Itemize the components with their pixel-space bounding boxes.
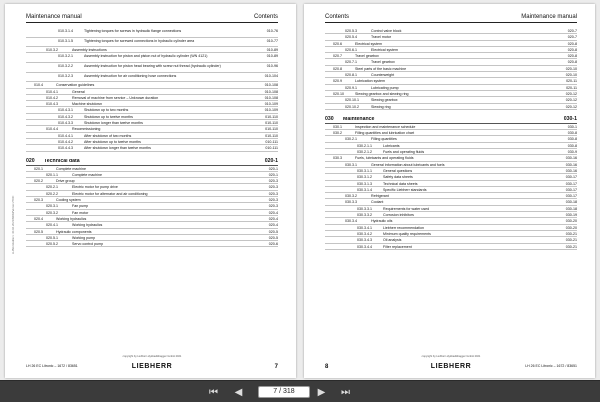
section-title: Minimum quality requirements	[383, 231, 431, 236]
section-title: Filter replacement	[383, 244, 412, 249]
page-reference: 010-89	[266, 48, 278, 53]
section-title: Liebherr recommendation	[383, 225, 424, 230]
page-reference: 020-3	[268, 204, 278, 209]
page-reference: 020-8	[567, 54, 577, 59]
section-title: Coolant	[371, 200, 384, 205]
section-number: 030.3.3.2	[357, 213, 372, 218]
copyright-note: copyright by Liebherr-Hydraulikbagger GmbH 2021	[122, 355, 182, 358]
page-reference: 030-21	[565, 244, 577, 249]
page-number: 8	[325, 364, 329, 370]
section-number: 020.5.4	[345, 35, 357, 40]
section-title: After shutdown of two months	[84, 133, 132, 138]
section-number: 020.10.1	[345, 98, 359, 103]
table-of-contents	[26, 28, 278, 247]
section-title: Shutdown up to twelve months	[84, 114, 133, 119]
page-reference: 010-111	[265, 146, 278, 151]
page-reference: 020-8	[567, 47, 577, 52]
page-reference: 010-110	[265, 127, 278, 132]
page-reference: 030-16	[565, 168, 577, 173]
page-reference: 020-5	[268, 235, 278, 240]
page-reference: 020-3	[268, 179, 278, 184]
section-title: Electric motor for alternator and air conditioning	[72, 191, 148, 196]
page-reference: 020-11	[566, 85, 577, 90]
section-title: Travel gearbox	[355, 54, 379, 59]
section-title: Servo control pump	[72, 242, 104, 247]
section-title: Control valve block	[371, 29, 402, 33]
section-title: Tightening torques for screwed connections in hydraulic cylinder area	[84, 38, 195, 43]
table-of-contents	[325, 28, 577, 250]
section-number: 030.3.1.4	[357, 187, 372, 192]
model-label: LH 26 EC Litronic – 1672 / 83651	[525, 364, 577, 368]
section-number: 010.3.1.5	[58, 38, 73, 43]
section-title: Slewing ring	[371, 104, 391, 109]
section-number: 020.2.2	[46, 191, 58, 196]
section-title: Removal of machine from service – Unknown duration	[72, 95, 159, 100]
page-reference: 020-3	[268, 198, 278, 203]
section-number: 030.3.4	[345, 219, 357, 224]
page-reference: 030-17	[565, 181, 577, 186]
toc-entry[interactable]	[26, 38, 278, 48]
section-number: 010.4.3.2	[58, 114, 73, 119]
section-title: Hydraulic oils	[371, 219, 393, 224]
section-title: Safety data sheets	[383, 175, 413, 180]
section-number: 010.4.2	[46, 95, 58, 100]
toc-chapter[interactable]	[325, 116, 577, 124]
page-reference: 020-5	[268, 229, 278, 234]
section-title: Lubrication system	[355, 79, 385, 84]
page-reference: 010-96	[266, 64, 278, 69]
section-title: Lubricants	[383, 143, 400, 148]
header-title: Maintenance manual	[26, 14, 82, 20]
page-header	[325, 14, 577, 23]
document-code: LHB/en/Edition: 30.06.2021/MDM/Version/TOC	[11, 195, 15, 254]
section-number: 020.5.2	[46, 242, 58, 247]
page-indicator[interactable]: 7 / 318	[258, 386, 310, 398]
section-number: 020.10.2	[345, 104, 359, 109]
section-title: Lubricating pump	[371, 85, 399, 90]
copyright-note: copyright by Liebherr-Hydraulikbagger GmbH 2021	[421, 355, 481, 358]
section-title: Technical data sheets	[383, 181, 418, 186]
section-number: 030.3.3.1	[357, 206, 372, 211]
page-reference: 020-7	[567, 35, 577, 40]
page-reference: 020-12	[565, 91, 577, 96]
section-number: 030.3.4.1	[357, 225, 372, 230]
section-title: Fan motor	[72, 210, 89, 215]
previous-page-icon[interactable]: ◀	[234, 387, 243, 398]
toc-entry[interactable]	[325, 244, 577, 250]
page-reference: 020-4	[268, 216, 278, 221]
toc-chapter[interactable]	[26, 158, 278, 166]
page-reference: 010-108	[264, 83, 278, 88]
section-number: 010.4.4.2	[58, 139, 73, 144]
section-number: 020.7	[333, 54, 342, 59]
page-reference: 020-11	[566, 79, 577, 84]
section-number: 030.3.4.2	[357, 231, 372, 236]
section-number: 010.3.2	[46, 48, 58, 53]
page-reference: 020-8	[567, 41, 577, 46]
page-reference: 010-108	[264, 95, 278, 100]
section-title: Fuels, lubricants and operating fluids	[355, 156, 414, 161]
section-title: Drive group	[56, 179, 75, 184]
page-reference: 020-7	[567, 29, 577, 33]
page-reference: 020-4	[268, 210, 278, 215]
section-title: Slewing gearbox and slewing ring	[355, 91, 409, 96]
section-number: 020.10	[333, 91, 344, 96]
section-number: 020.4.1	[46, 223, 58, 228]
section-title: Machine shutdown	[72, 102, 102, 107]
page-reference: 020-6	[268, 242, 278, 247]
section-title: Shutdown up to two months	[84, 108, 129, 113]
header-section: Contents	[253, 14, 278, 20]
section-number: 020.2.1	[46, 185, 58, 190]
section-number: 020.9.1	[345, 85, 357, 90]
page-reference: 010-110	[265, 133, 278, 138]
page-reference: 030-20	[565, 219, 577, 224]
section-number: 030.2.1.1	[357, 143, 372, 148]
section-number: 020.8.1	[345, 73, 357, 78]
page-reference: 010-104	[264, 73, 278, 78]
section-number: 010.3.1.4	[58, 29, 73, 33]
page-reference: 020-12	[565, 104, 577, 109]
page-reference: 020-1	[268, 166, 278, 171]
section-number: 020.1.1	[46, 172, 58, 177]
section-number: 010.3.2.3	[58, 73, 73, 78]
page-reference: 030-8	[567, 131, 577, 136]
page-reference: 020-1	[268, 172, 278, 177]
page-reference: 010-109	[264, 108, 278, 113]
section-title: Maintenance	[343, 117, 375, 122]
section-title: Fan pump	[72, 204, 89, 209]
section-number: 030.3.1.1	[357, 168, 372, 173]
section-title: Complete machine	[72, 172, 102, 177]
section-number: 010.3.2.2	[58, 64, 73, 69]
section-number: 030.3.3	[345, 200, 357, 205]
toc-entry[interactable]	[26, 145, 278, 151]
page-reference: 030-1	[567, 124, 577, 129]
section-title: Corrosion inhibitors	[383, 213, 414, 218]
section-number: 020.9	[333, 79, 342, 84]
page-reference: 010-110	[265, 121, 278, 126]
toc-entry[interactable]	[26, 241, 278, 247]
page-reference: 020-12	[565, 98, 577, 103]
page-reference: 030-21	[565, 238, 577, 243]
page-reference: 010-77	[266, 38, 278, 43]
page-reference: 020-4	[268, 223, 278, 228]
page-reference: 030-17	[565, 175, 577, 180]
section-title: Filling quantities	[371, 137, 397, 142]
section-title: Counterweight	[371, 73, 395, 78]
section-title: Travel gearbox	[371, 60, 395, 65]
section-number: 020.8	[333, 66, 342, 71]
section-title: Travel motor	[371, 35, 392, 40]
page-footer	[325, 355, 577, 371]
section-title: Assembly instruction for piston head bearing with screw nut thread (hydraulic cylinder)	[84, 64, 221, 69]
section-number: 010.4.3	[46, 102, 58, 107]
page-reference: 010-76	[266, 29, 278, 33]
page-reference: 020-10	[565, 73, 577, 78]
section-title: General information about lubricants and fuels	[371, 162, 445, 167]
page-number: 7	[274, 364, 278, 370]
section-number: 020.5	[34, 229, 43, 234]
section-title: Complete machine	[56, 166, 86, 171]
section-number: 030.3.1	[345, 162, 357, 167]
section-title: Slewing gearbox	[371, 98, 398, 103]
toc-entry[interactable]	[325, 104, 577, 110]
section-number: 030.3.1.2	[357, 175, 372, 180]
section-title: Cooling system	[56, 198, 81, 203]
section-title: Refrigerant	[371, 194, 389, 199]
page-reference: 020-3	[268, 191, 278, 196]
page-reference: 030-18	[565, 200, 577, 205]
section-number: 020.5.3	[345, 29, 357, 33]
page-reference: 010-89	[266, 54, 278, 59]
section-title: General	[72, 89, 85, 94]
page-reference: 010-111	[265, 139, 278, 144]
section-title: After shutdown longer than twelve months	[84, 146, 151, 151]
liebherr-logo: LIEBHERR	[430, 363, 472, 370]
next-page-icon[interactable]: ▶	[317, 387, 326, 398]
liebherr-logo: LIEBHERR	[131, 363, 173, 370]
toc-entry[interactable]	[26, 53, 278, 63]
section-number: 020.2	[34, 179, 43, 184]
toc-entry[interactable]	[26, 73, 278, 83]
section-title: Steel parts of the basic machine	[355, 66, 407, 71]
section-title: Electrical system	[371, 47, 398, 52]
page-reference: 030-16	[565, 162, 577, 167]
section-title: After shutdown up to twelve months	[84, 139, 141, 144]
section-number: 010.4.4.3	[58, 146, 73, 151]
section-number: 020.6.1	[345, 47, 357, 52]
section-number: 030.2	[333, 131, 342, 136]
toc-entry[interactable]	[26, 63, 278, 73]
page-reference: 030-17	[565, 187, 577, 192]
section-title: Working hydraulics	[56, 216, 87, 221]
page-reference: 020-1	[264, 158, 278, 165]
page-reference: 030-8	[567, 137, 577, 142]
section-number: 030.2.1.2	[357, 150, 372, 155]
section-number: 030.2.1	[345, 137, 357, 142]
section-title: Recommissioning	[72, 127, 101, 132]
section-title: Electric motor for pump drive	[72, 185, 118, 190]
page-reference: 020-10	[565, 66, 577, 71]
section-title: Assembly instruction for piston and piston nut of hydraulic cylinder (WN 4121)	[84, 54, 208, 59]
section-number: 030.3	[333, 156, 342, 161]
page-footer	[26, 355, 278, 371]
section-title: Filling quantities and lubrication chart	[355, 131, 415, 136]
section-number: 030.3.2	[345, 194, 357, 199]
page-reference: 030-21	[565, 231, 577, 236]
section-title: Specific Liebherr standards	[383, 187, 427, 192]
page-reference: 030-19	[565, 213, 577, 218]
section-number: 020.5.1	[46, 235, 58, 240]
section-title: Working pump	[72, 235, 96, 240]
page-reference: 030-20	[565, 225, 577, 230]
first-page-icon[interactable]: ⏮	[209, 387, 218, 398]
section-number: 010.3.2.1	[58, 54, 73, 59]
section-number: 020	[26, 158, 35, 165]
right-page	[304, 4, 595, 378]
section-title: Shutdown longer than twelve months	[84, 121, 143, 126]
section-title: Conservation guidelines	[56, 83, 95, 88]
section-title: General questions	[383, 168, 413, 173]
page-reference: 030-8	[567, 143, 577, 148]
section-number: 020.3	[34, 198, 43, 203]
section-number: 020.7.1	[345, 60, 357, 65]
section-number: 020.3.1	[46, 204, 58, 209]
section-title: Assembly instruction for air conditioning hose connections	[84, 73, 177, 78]
section-number: 010.4	[34, 83, 43, 88]
section-title: Inspection and maintenance schedule	[355, 124, 416, 129]
section-title: Fuels and operating fluids	[383, 150, 425, 155]
section-number: 020.6	[333, 41, 342, 46]
page-reference: 010-109	[264, 102, 278, 107]
page-reference: 030-17	[565, 194, 577, 199]
section-number: 030.3.4.3	[357, 238, 372, 243]
section-number: 030.1	[333, 124, 342, 129]
section-title: Assembly instructions	[72, 48, 107, 53]
page-reference: 010-108	[264, 89, 278, 94]
section-title: Hydraulic components	[56, 229, 92, 234]
page-reference: 030-9	[567, 150, 577, 155]
section-title: Technical data	[44, 159, 80, 164]
section-number: 030.3.4.4	[357, 244, 372, 249]
last-page-icon[interactable]: ⏭	[341, 387, 350, 398]
section-number: 020.4	[34, 216, 43, 221]
header-section: Contents	[325, 14, 350, 20]
section-title: Oil analysis	[383, 238, 402, 243]
section-number: 020.3.2	[46, 210, 58, 215]
section-title: Electrical system	[355, 41, 382, 46]
model-label: LH 26 EC Litronic – 1672 / 83651	[26, 364, 78, 368]
section-number: 030.3.1.3	[357, 181, 372, 186]
section-number: 010.4.4.1	[58, 133, 73, 138]
section-number: 030	[325, 116, 334, 123]
section-number: 010.4.4	[46, 127, 58, 132]
toc-entry[interactable]	[26, 28, 278, 38]
section-number: 010.4.1	[46, 89, 58, 94]
section-title: Working hydraulics	[72, 223, 103, 228]
page-reference: 030-1	[563, 116, 577, 123]
section-number: 010.4.3.3	[58, 121, 73, 126]
page-header	[26, 14, 278, 23]
header-title: Maintenance manual	[521, 14, 577, 20]
page-reference: 020-8	[567, 60, 577, 65]
page-reference: 030-16	[565, 156, 577, 161]
section-title: Requirements for water used	[383, 206, 430, 211]
section-number: 020.1	[34, 166, 43, 171]
section-title: Tightening torques for screws in hydraulic flange connections	[84, 29, 182, 33]
viewer-toolbar	[0, 380, 600, 402]
page-reference: 030-18	[565, 206, 577, 211]
page-reference: 010-110	[265, 114, 278, 119]
section-number: 010.4.3.1	[58, 108, 73, 113]
page-reference: 020-3	[268, 185, 278, 190]
left-page	[5, 4, 296, 378]
